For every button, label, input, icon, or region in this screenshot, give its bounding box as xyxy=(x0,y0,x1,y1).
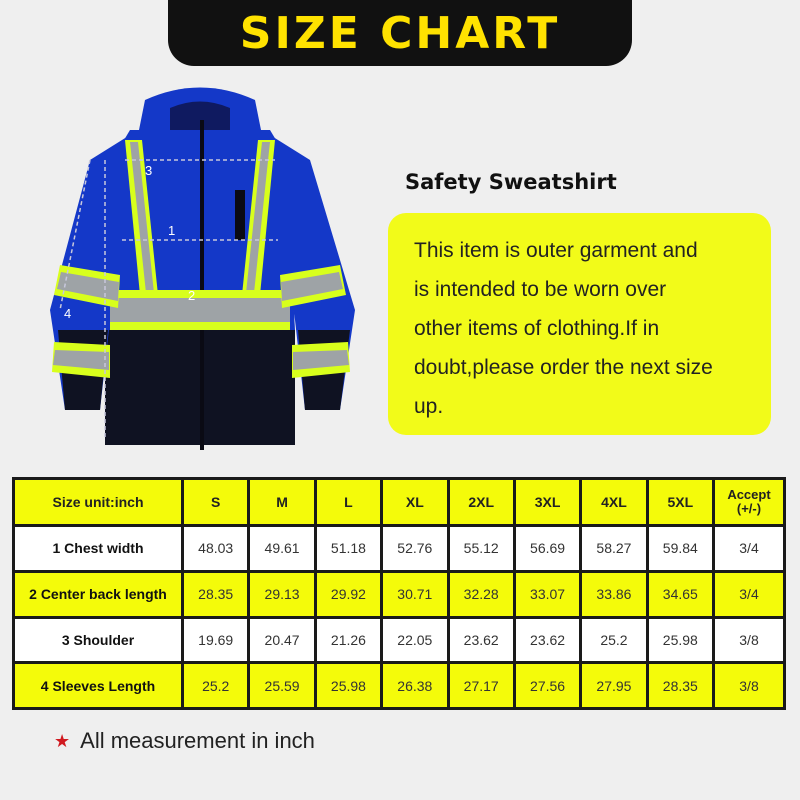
garment-notice xyxy=(388,213,771,435)
notice-line: is intended to be worn over xyxy=(414,278,667,301)
accept-cell: 3/8 xyxy=(715,664,783,707)
table-cell: 19.69 xyxy=(184,619,247,662)
product-title: Safety Sweatshirt xyxy=(405,170,617,194)
star-icon: ★ xyxy=(54,730,71,751)
unit-label: Size unit:inch xyxy=(15,480,181,524)
table-cell: 20.47 xyxy=(250,619,313,662)
notice-line: This item is outer garment and xyxy=(414,239,698,262)
accept-cell: 3/4 xyxy=(715,527,783,570)
table-cell: 29.13 xyxy=(250,573,313,616)
table-cell: 33.86 xyxy=(582,573,645,616)
size-header: 3XL xyxy=(516,480,579,524)
size-header: 2XL xyxy=(450,480,513,524)
table-cell: 55.12 xyxy=(450,527,513,570)
notice-line: other items of clothing.If in xyxy=(414,317,660,340)
table-cell: 25.2 xyxy=(184,664,247,707)
size-header: 5XL xyxy=(649,480,712,524)
row-label: 1 Chest width xyxy=(15,527,181,570)
table-cell: 33.07 xyxy=(516,573,579,616)
table-cell: 34.65 xyxy=(649,573,712,616)
size-table xyxy=(12,477,786,710)
page-title: SIZE CHART xyxy=(239,7,561,59)
row-label: 4 Sleeves Length xyxy=(15,664,181,707)
table-cell: 23.62 xyxy=(516,619,579,662)
table-cell: 27.95 xyxy=(582,664,645,707)
accept-label: Accept xyxy=(727,487,771,502)
table-cell: 27.17 xyxy=(450,664,513,707)
table-cell: 21.26 xyxy=(317,619,380,662)
measure-label-2: 2 xyxy=(188,288,196,303)
table-cell: 28.35 xyxy=(184,573,247,616)
table-cell: 52.76 xyxy=(383,527,446,570)
table-cell: 25.2 xyxy=(582,619,645,662)
table-row xyxy=(15,619,783,662)
size-header: M xyxy=(250,480,313,524)
table-row xyxy=(15,527,783,570)
accept-header xyxy=(715,480,783,524)
table-cell: 28.35 xyxy=(649,664,712,707)
table-cell: 23.62 xyxy=(450,619,513,662)
table-cell: 48.03 xyxy=(184,527,247,570)
table-cell: 25.98 xyxy=(649,619,712,662)
table-row xyxy=(15,664,783,707)
table-cell: 32.28 xyxy=(450,573,513,616)
size-header: 4XL xyxy=(582,480,645,524)
size-header: S xyxy=(184,480,247,524)
table-header-row xyxy=(15,480,783,524)
sweatshirt-image xyxy=(30,80,370,460)
table-cell: 27.56 xyxy=(516,664,579,707)
title-banner xyxy=(168,0,632,66)
table-cell: 30.71 xyxy=(383,573,446,616)
table-cell: 56.69 xyxy=(516,527,579,570)
row-label: 2 Center back length xyxy=(15,573,181,616)
accept-tolerance-label: (+/-) xyxy=(736,501,762,516)
notice-line: up. xyxy=(414,395,444,418)
table-row xyxy=(15,573,783,616)
table-cell: 25.98 xyxy=(317,664,380,707)
table-cell: 26.38 xyxy=(383,664,446,707)
measure-label-4: 4 xyxy=(64,306,72,321)
footnote-text: All measurement in inch xyxy=(80,728,315,753)
notice-line: doubt,please order the next size xyxy=(414,356,713,379)
size-header: XL xyxy=(383,480,446,524)
table-cell: 49.61 xyxy=(250,527,313,570)
table-cell: 58.27 xyxy=(582,527,645,570)
table-cell: 29.92 xyxy=(317,573,380,616)
footnote xyxy=(54,728,315,754)
table-cell: 59.84 xyxy=(649,527,712,570)
measure-label-1: 1 xyxy=(168,223,176,238)
measure-label-3: 3 xyxy=(145,163,153,178)
table-cell: 51.18 xyxy=(317,527,380,570)
row-label: 3 Shoulder xyxy=(15,619,181,662)
table-cell: 22.05 xyxy=(383,619,446,662)
accept-cell: 3/4 xyxy=(715,573,783,616)
accept-cell: 3/8 xyxy=(715,619,783,662)
size-header: L xyxy=(317,480,380,524)
table-cell: 25.59 xyxy=(250,664,313,707)
